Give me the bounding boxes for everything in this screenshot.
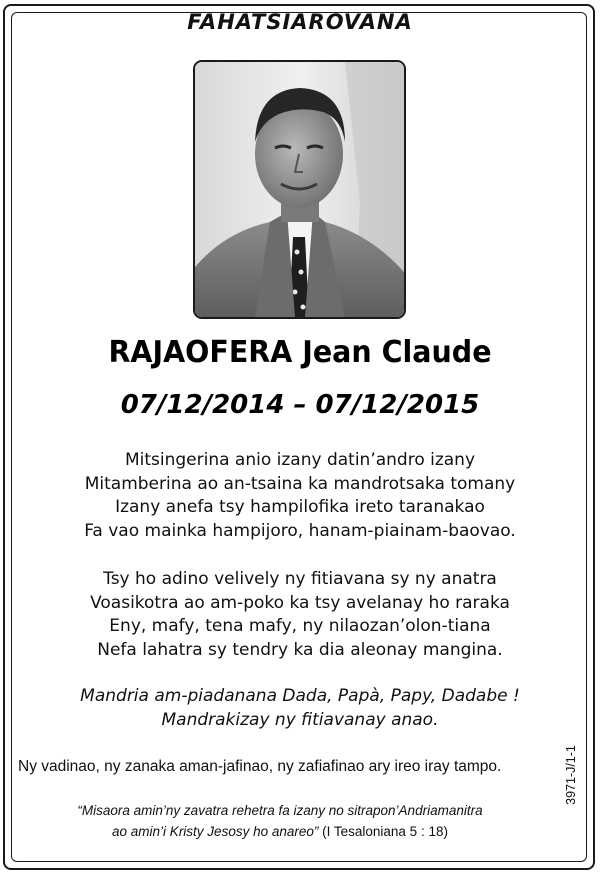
- reference-code: [561, 745, 581, 805]
- poem-stanza-2: [0, 568, 600, 662]
- poem-line: Mandrakizay ny fitiavanay anao.: [161, 709, 439, 730]
- heading: FAHATSIAROVANA: [187, 10, 413, 34]
- portrait-photo-icon: [195, 62, 404, 317]
- bible-quote: [0, 800, 560, 842]
- reference-code-text: 3971-J/1-1: [564, 745, 578, 805]
- poem-line: Izany anefa tsy hampilofika ireto taranakao: [115, 497, 485, 517]
- poem-line: Mandria am-piadanana Dada, Papà, Papy, Dadabe !: [80, 686, 520, 706]
- poem-line: Fa vao mainka hampijoro, hanam-piainam-baovao.: [84, 520, 516, 541]
- poem-line: Mitsingerina anio izany datin’andro izany: [124, 450, 476, 470]
- poem-stanza-1: [0, 449, 600, 543]
- quote-line-1: “Misaora amin’ny zavatra rehetra fa izany no sitrapon’Andriamanitra: [77, 803, 483, 818]
- quote-citation: (I Tesaloniana 5 : 18): [318, 824, 448, 839]
- memorial-dates: 07/12/2014 – 07/12/2015: [120, 390, 480, 420]
- deceased-name: RAJAOFERA Jean Claude: [108, 335, 492, 370]
- farewell-stanza: [0, 685, 600, 732]
- poem-line: Tsy ho adino velively ny fitiavana sy ny anatra: [103, 569, 497, 589]
- quote-line-2: ao amin’i Kristy Jesosy ho anareo”: [112, 824, 319, 839]
- family-signature: Ny vadinao, ny zanaka aman-jafinao, ny zafiafinao ary ireo iray tampo.: [18, 758, 502, 775]
- poem-line: Eny, mafy, tena mafy, ny nilaozan’olon-tiana: [109, 616, 491, 636]
- portrait-photo: [193, 60, 406, 319]
- poem-line: Voasikotra ao am-poko ka tsy avelanay ho raraka: [90, 592, 510, 613]
- poem-line: Mitamberina ao an-tsaina ka mandrotsaka tomany: [84, 473, 516, 494]
- poem-line: Nefa lahatra sy tendry ka dia aleonay mangina.: [97, 639, 503, 660]
